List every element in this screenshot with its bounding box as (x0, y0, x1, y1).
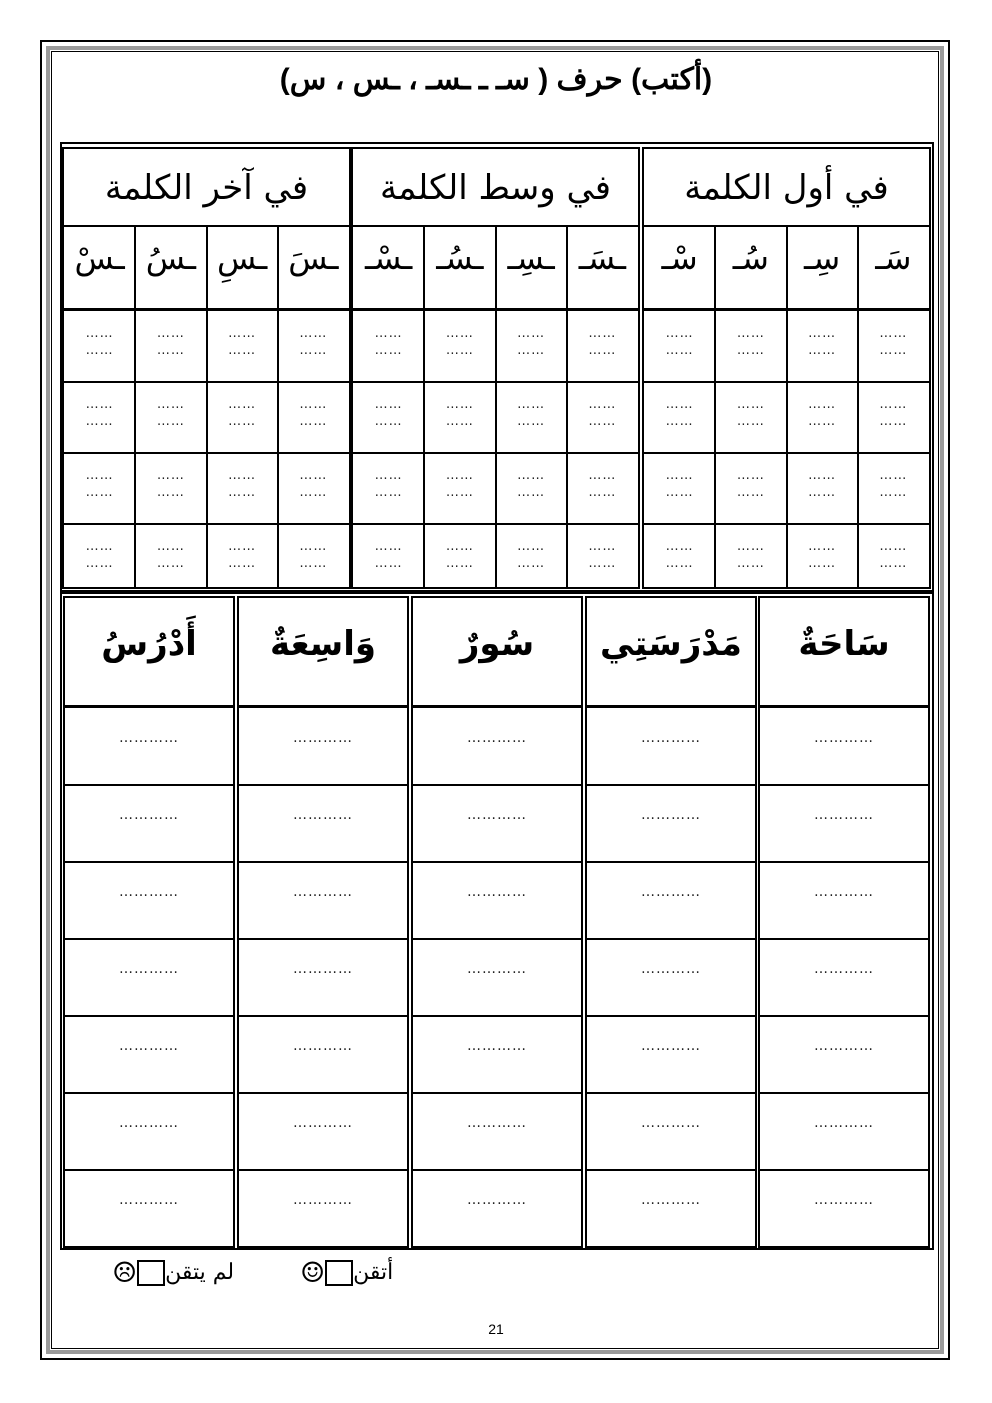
letter-form-cell: ـسُـ (424, 227, 495, 311)
practice-dots[interactable]: …… …… (374, 397, 403, 429)
word-practice-dots[interactable]: ………… (467, 1115, 527, 1131)
practice-dots[interactable]: …… …… (156, 397, 185, 429)
word-header: سَاحَةٌ (760, 598, 928, 708)
word-practice-dots[interactable]: ………… (641, 1192, 701, 1208)
word-practice-dots[interactable]: ………… (119, 807, 179, 823)
practice-dots[interactable]: …… …… (299, 397, 328, 429)
word-header: وَاسِعَةٌ (239, 598, 407, 708)
word-practice-dots[interactable]: ………… (293, 1038, 353, 1054)
row-divider (413, 1015, 581, 1017)
practice-dots[interactable]: …… …… (228, 539, 257, 571)
row-divider (644, 452, 929, 454)
row-divider (239, 784, 407, 786)
practice-dots[interactable]: …… …… (665, 539, 694, 571)
word-practice-dots[interactable]: ………… (467, 1192, 527, 1208)
row-divider (760, 938, 928, 940)
letter-form-cell: سِـ (787, 227, 858, 311)
row-divider (239, 1092, 407, 1094)
page-number: 21 (488, 1321, 504, 1337)
not-mastered-rating (112, 1256, 235, 1289)
row-divider (239, 861, 407, 863)
practice-dots[interactable]: …… …… (299, 468, 328, 500)
letter-form-cell: سُـ (715, 227, 786, 311)
letter-form-cell: ـسُ (135, 227, 206, 311)
mastered-checkbox[interactable] (325, 1260, 353, 1286)
word-header: مَدْرَسَتِي (587, 598, 755, 708)
practice-dots[interactable]: …… …… (517, 326, 546, 358)
row-divider (64, 523, 349, 525)
word-practice-dots[interactable]: ………… (119, 1115, 179, 1131)
practice-dots[interactable]: …… …… (879, 397, 908, 429)
practice-dots[interactable]: …… …… (588, 326, 617, 358)
practice-dots[interactable]: …… …… (374, 326, 403, 358)
word-practice-dots[interactable]: ………… (814, 1192, 874, 1208)
row-divider (413, 784, 581, 786)
row-divider (65, 1092, 233, 1094)
row-divider (587, 938, 755, 940)
word-practice-dots[interactable]: ………… (467, 730, 527, 746)
word-practice-dots[interactable]: ………… (814, 807, 874, 823)
practice-dots[interactable]: …… …… (879, 539, 908, 571)
word-header: أَدْرُسُ (65, 598, 233, 708)
row-divider (413, 861, 581, 863)
row-divider (65, 1015, 233, 1017)
word-practice-dots[interactable]: ………… (467, 884, 527, 900)
practice-dots[interactable]: …… …… (736, 326, 765, 358)
row-divider (587, 1169, 755, 1171)
practice-dots[interactable]: …… …… (588, 397, 617, 429)
row-divider (65, 938, 233, 940)
word-practice-dots[interactable]: ………… (641, 1038, 701, 1054)
practice-dots[interactable]: …… …… (736, 539, 765, 571)
practice-dots[interactable]: …… …… (228, 397, 257, 429)
row-divider (587, 1015, 755, 1017)
letter-position-group (62, 147, 351, 589)
practice-dots[interactable]: …… …… (665, 326, 694, 358)
practice-dots[interactable]: …… …… (85, 397, 114, 429)
row-divider (760, 1092, 928, 1094)
word-practice-dots[interactable]: ………… (293, 730, 353, 746)
sad-face-icon: ☹ (112, 1256, 138, 1289)
row-divider (644, 523, 929, 525)
not-mastered-label: لم يتقن (165, 1260, 235, 1285)
word-header: سُورٌ (413, 598, 581, 708)
row-divider (587, 784, 755, 786)
practice-dots[interactable]: …… …… (445, 468, 474, 500)
practice-dots[interactable]: …… …… (879, 326, 908, 358)
practice-dots[interactable]: …… …… (808, 468, 837, 500)
word-column (237, 596, 409, 1248)
practice-dots[interactable]: …… …… (299, 326, 328, 358)
practice-dots[interactable]: …… …… (665, 397, 694, 429)
word-practice-dots[interactable]: ………… (119, 1038, 179, 1054)
happy-face-icon: ☺ (300, 1256, 326, 1289)
word-practice-dots[interactable]: ………… (814, 1115, 874, 1131)
word-practice-dots[interactable]: ………… (119, 961, 179, 977)
practice-dots[interactable]: …… …… (156, 539, 185, 571)
row-divider (65, 784, 233, 786)
word-practice-dots[interactable]: ………… (814, 730, 874, 746)
word-column (411, 596, 583, 1248)
not-mastered-checkbox[interactable] (137, 1260, 165, 1286)
row-divider (64, 452, 349, 454)
group-header: في آخر الكلمة (64, 149, 349, 227)
row-divider (353, 381, 638, 383)
practice-dots[interactable]: …… …… (156, 468, 185, 500)
word-practice-dots[interactable]: ………… (119, 1192, 179, 1208)
word-practice-dots[interactable]: ………… (641, 730, 701, 746)
word-practice-dots[interactable]: ………… (119, 884, 179, 900)
mastered-rating (300, 1256, 394, 1289)
practice-dots[interactable]: …… …… (85, 468, 114, 500)
row-divider (239, 1015, 407, 1017)
practice-dots[interactable]: …… …… (228, 326, 257, 358)
practice-dots[interactable]: …… …… (808, 326, 837, 358)
mastered-label: أتقن (353, 1260, 394, 1285)
row-divider (587, 861, 755, 863)
word-practice-dots[interactable]: ………… (641, 807, 701, 823)
word-practice-dots[interactable]: ………… (814, 1038, 874, 1054)
letter-form-cell: ـسِـ (496, 227, 567, 311)
word-practice-dots[interactable]: ………… (293, 884, 353, 900)
word-column (585, 596, 757, 1248)
row-divider (239, 1169, 407, 1171)
row-divider (413, 1169, 581, 1171)
group-header: في أول الكلمة (644, 149, 929, 227)
letter-position-group (642, 147, 931, 589)
word-practice-dots[interactable]: ………… (641, 1115, 701, 1131)
word-practice-dots[interactable]: ………… (293, 1115, 353, 1131)
row-divider (64, 381, 349, 383)
letter-form-cell: ـسَـ (567, 227, 638, 311)
word-column (758, 596, 930, 1248)
practice-dots[interactable]: …… …… (374, 468, 403, 500)
letter-form-cell: ـسِ (207, 227, 278, 311)
row-divider (413, 1092, 581, 1094)
word-practice-dots[interactable]: ………… (814, 961, 874, 977)
row-divider (760, 784, 928, 786)
row-divider (65, 861, 233, 863)
letter-position-group (351, 147, 640, 589)
word-practice-dots[interactable]: ………… (641, 884, 701, 900)
row-divider (587, 1092, 755, 1094)
practice-dots[interactable]: …… …… (588, 468, 617, 500)
row-divider (353, 523, 638, 525)
practice-dots[interactable]: …… …… (736, 468, 765, 500)
group-header: في وسط الكلمة (353, 149, 638, 227)
letter-form-cell: ـسْـ (353, 227, 424, 311)
row-divider (65, 1169, 233, 1171)
word-practice-dots[interactable]: ………… (293, 807, 353, 823)
practice-dots[interactable]: …… …… (445, 539, 474, 571)
letter-form-cell: ـسْ (64, 227, 135, 311)
row-divider (760, 861, 928, 863)
practice-dots[interactable]: …… …… (374, 539, 403, 571)
words-table (60, 592, 934, 1250)
letter-form-cell: ـسَ (278, 227, 349, 311)
word-practice-dots[interactable]: ………… (467, 807, 527, 823)
word-practice-dots[interactable]: ………… (467, 1038, 527, 1054)
row-divider (760, 1169, 928, 1171)
word-practice-dots[interactable]: ………… (293, 961, 353, 977)
row-divider (760, 1015, 928, 1017)
practice-dots[interactable]: …… …… (445, 326, 474, 358)
letter-form-cell: سْـ (644, 227, 715, 311)
practice-dots[interactable]: …… …… (517, 539, 546, 571)
practice-dots[interactable]: …… …… (517, 468, 546, 500)
practice-dots[interactable]: …… …… (808, 539, 837, 571)
practice-dots[interactable]: …… …… (588, 539, 617, 571)
practice-dots[interactable]: …… …… (85, 326, 114, 358)
letter-form-cell: سَـ (858, 227, 929, 311)
practice-dots[interactable]: …… …… (299, 539, 328, 571)
word-practice-dots[interactable]: ………… (814, 884, 874, 900)
row-divider (239, 938, 407, 940)
word-column (63, 596, 235, 1248)
row-divider (413, 938, 581, 940)
practice-dots[interactable]: …… …… (736, 397, 765, 429)
worksheet-title: (أكتب) حرف ( سـ ـ ـسـ ، ـس ، س) (279, 63, 713, 96)
practice-dots[interactable]: …… …… (808, 397, 837, 429)
word-practice-dots[interactable]: ………… (119, 730, 179, 746)
practice-dots[interactable]: …… …… (228, 468, 257, 500)
practice-dots[interactable]: …… …… (85, 539, 114, 571)
practice-dots[interactable]: …… …… (156, 326, 185, 358)
row-divider (353, 452, 638, 454)
word-practice-dots[interactable]: ………… (293, 1192, 353, 1208)
practice-dots[interactable]: …… …… (665, 468, 694, 500)
practice-dots[interactable]: …… …… (517, 397, 546, 429)
practice-dots[interactable]: …… …… (879, 468, 908, 500)
word-practice-dots[interactable]: ………… (641, 961, 701, 977)
row-divider (644, 381, 929, 383)
practice-dots[interactable]: …… …… (445, 397, 474, 429)
word-practice-dots[interactable]: ………… (467, 961, 527, 977)
letter-forms-table (60, 142, 934, 592)
